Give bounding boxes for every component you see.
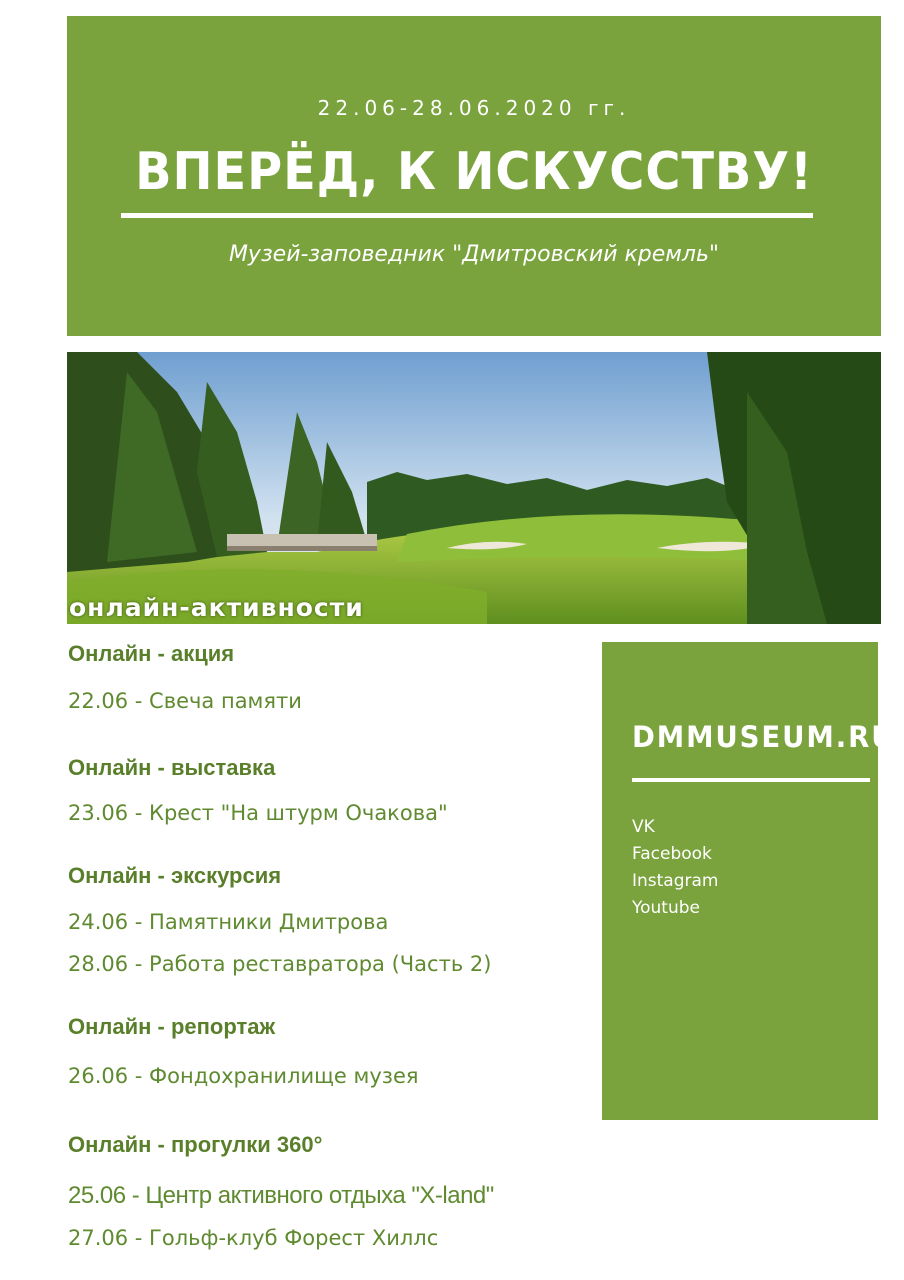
social-link-facebook[interactable]: Facebook <box>632 844 712 864</box>
list-item: 22.06 - Свеча памяти <box>68 689 302 713</box>
sidebar-panel <box>602 642 896 1120</box>
section-title: Онлайн - экскурсия <box>68 863 282 888</box>
list-item: 28.06 - Работа реставратора (Часть 2) <box>68 952 492 976</box>
social-link-youtube[interactable]: Youtube <box>632 898 700 918</box>
social-link-instagram[interactable]: Instagram <box>632 871 719 891</box>
social-links <box>632 814 719 922</box>
social-link-vk[interactable]: VK <box>632 817 655 837</box>
header-divider <box>121 213 813 218</box>
golf-course-photo <box>67 352 881 624</box>
section-title: Онлайн - акция <box>68 641 235 666</box>
section-title: Онлайн - репортаж <box>68 1014 276 1039</box>
list-item: 26.06 - Фондохранилище музея <box>68 1064 419 1088</box>
photo-caption: онлайн-активности <box>69 593 364 622</box>
list-item: 27.06 - Гольф-клуб Форест Хиллс <box>68 1226 439 1250</box>
page-title: ВПЕРЁД, К ИСКУССТВУ! <box>135 142 813 202</box>
list-item: 25.06 - Центр активного отдыха "X-land" <box>68 1182 494 1209</box>
sidebar-divider <box>632 778 870 782</box>
list-item: 23.06 - Крест "На штурм Очакова" <box>68 801 448 825</box>
header-banner <box>67 16 881 336</box>
landscape-illustration <box>67 352 881 624</box>
event-dates: 22.06-28.06.2020 гг. <box>317 96 631 120</box>
list-item: 24.06 - Памятники Дмитрова <box>68 910 389 934</box>
website-link[interactable]: DMMUSEUM.RU <box>632 720 896 754</box>
section-title: Онлайн - прогулки 360° <box>68 1132 323 1157</box>
section-title: Онлайн - выставка <box>68 755 276 780</box>
museum-name: Музей-заповедник "Дмитровский кремль" <box>228 242 720 267</box>
